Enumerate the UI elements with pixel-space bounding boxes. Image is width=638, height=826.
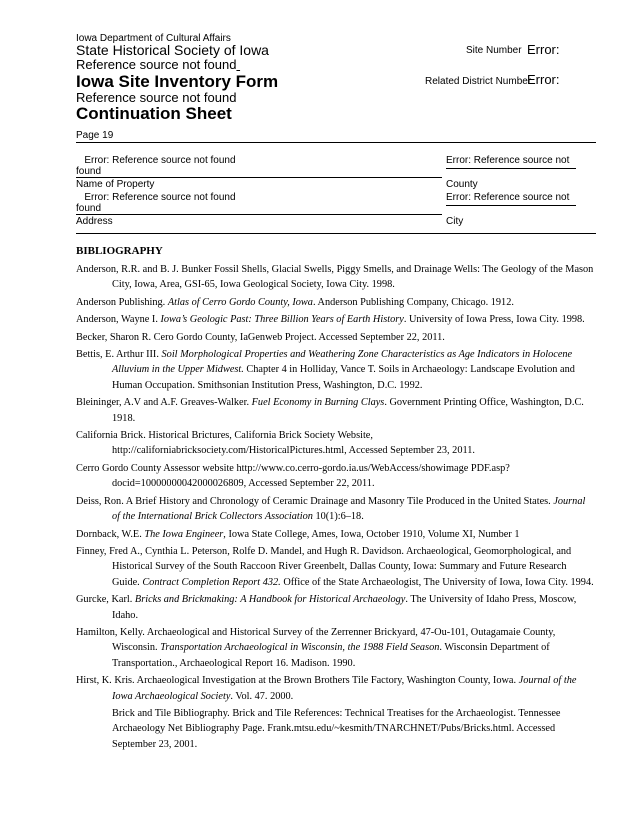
property-error: [76, 155, 236, 166]
bibliography-entry: [76, 347, 594, 393]
county-error: Error: Reference source not: [446, 155, 570, 166]
entry-text: California Brick. Historical Brictures, California Brick Society Website, http://californiabricksociety.com/HistoricalPictures.html, Accessed September 23, 2011.: [76, 430, 475, 457]
bibliography-entry: [76, 295, 594, 310]
city-label: City: [446, 216, 464, 227]
bibliography-entry: [76, 330, 594, 345]
property-error-wrap: found: [76, 166, 102, 177]
bibliography-entry: [76, 428, 594, 459]
fields-divider: [76, 233, 596, 234]
entry-italic-title: Fuel Economy in Burning Clays: [251, 397, 385, 409]
entry-text: Hamilton, Kelly. Archaeological and Historical Survey of the Zerrenner Brickyard, 47-Ou-101, Outagamaie County, Wisconsin.: [76, 626, 556, 654]
address-label: Address: [76, 216, 113, 227]
property-label: Name of Property: [76, 179, 155, 190]
bibliography-entry: [76, 527, 594, 542]
entry-italic-title: Atlas of Cerro Gordo County, Iowa: [167, 296, 313, 308]
entry-text: Cerro Gordo County Assessor website http://www.co.cerro-gordo.ia.us/WebAccess/showimage PDF.asp?docid=10000000042000026809, Accessed September 22, 2011.: [76, 462, 510, 490]
site-number-value: Error:: [527, 42, 560, 57]
society-name: State Historical Society of Iowa: [76, 42, 269, 58]
entry-text: Brick and Tile Bibliography. Brick and Tile References: Technical Treatises for the Archaeologist. Tennessee Archaeology Net Bibliography Page. Frank.mtsu.edu/~kesmith/TNARCHNET/Pubs/Bricks.html. Accessed September 23, 2001.: [112, 707, 561, 750]
entry-text-end: . Anderson Publishing Company, Chicago. 1912.: [312, 296, 514, 308]
property-underline: [76, 177, 442, 178]
county-label: County: [446, 179, 478, 190]
entry-italic-title: Soil Morphological Properties and Weathering Zone Characteristics as Age Indicators in Holocene Alluvium in the Upper Midwest.: [112, 349, 573, 376]
related-district-label: Related District Number: [425, 76, 532, 87]
page-number: Page 19: [76, 130, 114, 141]
entry-text-end: , Iowa State College, Ames, Iowa, October 1910, Volume XI, Number 1: [223, 528, 520, 540]
entry-text: Becker, Sharon R. Cero Gordo County, IaGenweb Project. Accessed September 22, 2011.: [76, 331, 445, 343]
bibliography-entry: [76, 494, 594, 525]
entry-text-end: 10(1):6–18.: [312, 511, 364, 523]
entry-text: Anderson Publishing.: [76, 296, 168, 308]
address-error: [76, 192, 236, 203]
entry-text: Anderson, Wayne I.: [76, 314, 161, 326]
reference-error-1: [76, 57, 240, 72]
city-underline: [446, 205, 576, 206]
entry-italic-title: Journal of the Iowa Archaeological Society: [112, 675, 577, 702]
entry-text: Bettis, E. Arthur III.: [76, 349, 162, 361]
address-error-text: Error: Reference source not found: [76, 192, 236, 203]
bibliography-entry: [76, 461, 594, 492]
entry-italic-title: Transportation Archaeological in Wisconsin, the 1988 Field Season: [160, 642, 440, 654]
bibliography-list: [76, 262, 594, 754]
entry-text: Finney, Fred A., Cynthia L. Peterson, Rolfe D. Mandel, and Hugh R. Davidson. Archaeological, Geomorphological, and Historical Survey of the South Raccoon River Greenbelt, Dallas County, Iowa: Summary and Future Research Guide.: [76, 545, 572, 588]
county-underline: [446, 168, 576, 169]
entry-text-end: . Government Printing Office, Washington, D.C. 1918.: [112, 397, 584, 424]
entry-italic-title: Journal of the International Brick Collectors Association: [112, 495, 586, 523]
reference-error-1-text: Reference source not found: [76, 57, 237, 72]
reference-error-2: Reference source not found: [76, 90, 237, 105]
entry-text-end: . Wisconsin Department of Transportation., Archaeological Report 16. Madison. 1990.: [112, 642, 550, 669]
address-error-wrap: found: [76, 203, 102, 214]
bibliography-entry: [76, 544, 594, 590]
form-title: Iowa Site Inventory Form: [76, 72, 279, 91]
address-underline: [76, 214, 442, 215]
bibliography-entry: [76, 673, 594, 704]
city-error: Error: Reference source not: [446, 192, 570, 203]
entry-italic-title: The Iowa Engineer: [144, 528, 224, 540]
entry-text: Anderson, R.R. and B. J. Bunker Fossil Shells, Glacial Swells, Piggy Smells, and Drainage Wells: The Geology of the Mason City, Iowa, Area, GSI-65, Iowa Geological Society, Iowa City. 1998.: [76, 264, 594, 291]
related-district-value: Error:: [527, 72, 560, 87]
entry-text: Deiss, Ron. A Brief History and Chronology of Ceramic Drainage and Masonry Tile Produced in the United States.: [76, 495, 554, 507]
entry-text-end: Office of the State Archaeologist, The University of Iowa, Iowa City. 1994.: [280, 576, 594, 588]
entry-italic-title: Bricks and Brickmaking: A Handbook for Historical Archaeology: [134, 594, 406, 606]
agency-name: Iowa Department of Cultural Affairs: [76, 33, 231, 44]
entry-text-end: . The University of Idaho Press, Moscow, Idaho.: [112, 594, 577, 621]
bibliography-entry: [76, 262, 594, 293]
bibliography-heading: BIBLIOGRAPHY: [76, 245, 163, 257]
property-error-text: Error: Reference source not found: [76, 155, 236, 166]
continuation-title: Continuation Sheet: [76, 104, 232, 123]
entry-text: Bleininger, A.V and A.F. Greaves-Walker.: [76, 397, 252, 409]
entry-text: Gurcke, Karl.: [76, 594, 135, 606]
entry-text-end: . University of Iowa Press, Iowa City. 1998.: [403, 314, 585, 326]
site-number-label: Site Number: [466, 45, 522, 56]
reference-error-1-underline: [236, 57, 240, 72]
entry-italic-title: Contract Completion Report 432.: [142, 576, 281, 588]
bibliography-entry: [76, 592, 594, 623]
bibliography-entry: [76, 706, 594, 752]
entry-italic-title: Iowa’s Geologic Past: Three Billion Years of Earth History: [160, 314, 404, 326]
bibliography-entry: [76, 625, 594, 671]
bibliography-entry: [76, 312, 594, 327]
entry-text-end: . Vol. 47. 2000.: [230, 690, 294, 702]
entry-text: Dornback, W.E.: [76, 528, 145, 540]
entry-text: Hirst, K. Kris. Archaeological Investigation at the Brown Brothers Tile Factory, Washington County, Iowa.: [76, 675, 519, 687]
header-divider: [76, 142, 596, 143]
entry-text-end: Chapter 4 in Holliday, Vance T. Soils in Archaeology: Landscape Evolution and Human Occupation. Smithsonian Institution Press, Washington, D.C. 1992.: [112, 364, 575, 391]
bibliography-entry: [76, 395, 594, 426]
